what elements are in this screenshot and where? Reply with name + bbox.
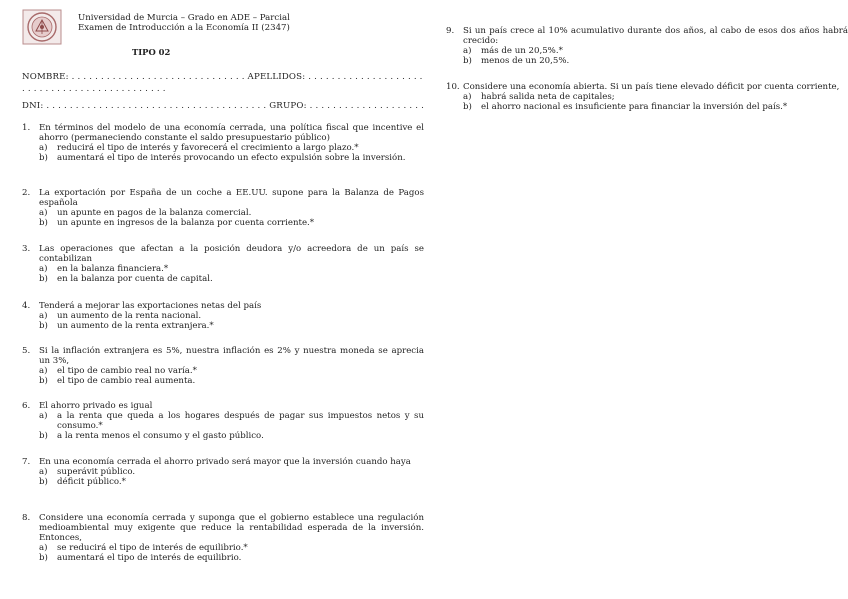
question-9 xyxy=(446,26,848,66)
option-label: b) xyxy=(39,431,48,441)
question-6 xyxy=(22,401,424,441)
question-text: Considere una economía abierta. Si un país tiene elevado déficit por cuenta corriente, xyxy=(463,82,840,92)
option-label: a) xyxy=(463,92,472,102)
option-label: b) xyxy=(39,274,48,284)
option-text: en la balanza por cuenta de capital. xyxy=(57,274,213,284)
question-text: Considere una economía cerrada y suponga que el gobierno establece una regulación medioambiental muy exigente que reduce la rentabilidad esperada de la inversión. Entonces, xyxy=(39,513,424,543)
question-8 xyxy=(22,513,424,563)
exam-header xyxy=(22,0,424,58)
question-1 xyxy=(22,123,424,163)
option-text: déficit público.* xyxy=(57,477,126,487)
option-text: se reducirá el tipo de interés de equilibrio.* xyxy=(57,543,248,553)
question-number: 9. xyxy=(446,26,455,36)
question-number: 6. xyxy=(22,401,31,411)
question-number: 10. xyxy=(446,82,460,92)
question-text: El ahorro privado es igual xyxy=(39,401,153,411)
option-label: a) xyxy=(39,411,48,421)
question-7 xyxy=(22,457,424,487)
option-text: más de un 20,5%.* xyxy=(481,46,563,56)
option-label: a) xyxy=(39,366,48,376)
question-4 xyxy=(22,301,424,331)
question-number: 4. xyxy=(22,301,31,311)
left-column xyxy=(22,0,425,563)
question-number: 2. xyxy=(22,188,31,198)
question-number: 1. xyxy=(22,123,31,133)
option-text: a la renta menos el consumo y el gasto público. xyxy=(57,431,264,441)
option-label: b) xyxy=(39,218,48,228)
option-a[interactable] xyxy=(39,366,424,376)
option-text: reducirá el tipo de interés y favorecerá el crecimiento a largo plazo.* xyxy=(57,143,359,153)
option-b[interactable] xyxy=(463,56,848,66)
option-label: a) xyxy=(39,543,48,553)
option-b[interactable] xyxy=(39,274,424,284)
name-surname-field-continuation[interactable]: . . . . . . . . . . . . . . . . . . . . . . . . . xyxy=(22,84,166,94)
option-b[interactable] xyxy=(39,376,424,386)
option-b[interactable] xyxy=(39,431,424,441)
option-text: el tipo de cambio real aumenta. xyxy=(57,376,196,386)
question-2 xyxy=(22,188,424,228)
question-text: Si la inflación extranjera es 5%, nuestra inflación es 2% y nuestra moneda se aprecia un 3%, xyxy=(39,346,424,366)
question-text: La exportación por España de un coche a EE.UU. supone para la Balanza de Pagos española xyxy=(39,188,424,208)
option-b[interactable] xyxy=(39,477,424,487)
question-number: 3. xyxy=(22,244,31,254)
option-text: aumentará el tipo de interés provocando un efecto expulsión sobre la inversión. xyxy=(57,153,406,163)
option-b[interactable] xyxy=(463,102,848,112)
option-a[interactable] xyxy=(39,411,424,431)
option-text: un apunte en pagos de la balanza comercial. xyxy=(57,208,252,218)
option-label: a) xyxy=(463,46,472,56)
option-a[interactable] xyxy=(39,208,424,218)
option-b[interactable] xyxy=(39,218,424,228)
option-label: b) xyxy=(39,553,48,563)
option-label: b) xyxy=(463,56,472,66)
question-5 xyxy=(22,346,424,386)
option-text: el tipo de cambio real no varía.* xyxy=(57,366,197,376)
name-surname-field[interactable]: NOMBRE: . . . . . . . . . . . . . . . . . . . . . . . . . . . . . . APELLIDOS: . . . . . . . . . . . . . . . . . . . . xyxy=(22,72,423,82)
option-text: un aumento de la renta extranjera.* xyxy=(57,321,214,331)
option-text: en la balanza financiera.* xyxy=(57,264,169,274)
question-text: En una economía cerrada el ahorro privado será mayor que la inversión cuando haya xyxy=(39,457,411,467)
question-text: Si un país crece al 10% acumulativo durante dos años, al cabo de esos dos años habrá crecido: xyxy=(463,26,848,46)
option-label: b) xyxy=(463,102,472,112)
question-number: 7. xyxy=(22,457,31,467)
option-text: un apunte en ingresos de la balanza por cuenta corriente.* xyxy=(57,218,315,228)
option-a[interactable] xyxy=(39,543,424,553)
option-label: a) xyxy=(39,467,48,477)
question-text: Tenderá a mejorar las exportaciones netas del país xyxy=(39,301,262,311)
university-seal-icon xyxy=(22,9,62,45)
option-b[interactable] xyxy=(39,553,424,563)
option-a[interactable] xyxy=(463,46,848,56)
university-line: Universidad de Murcia – Grado en ADE – Parcial xyxy=(78,13,290,23)
option-b[interactable] xyxy=(39,153,424,163)
question-10 xyxy=(446,82,848,112)
option-label: b) xyxy=(39,321,48,331)
dni-group-field[interactable]: DNI: . . . . . . . . . . . . . . . . . . . . . . . . . . . . . . . . . . . . . . GRUPO: . . . . . . . . . . . . . . . . . . . . xyxy=(22,101,425,111)
option-label: a) xyxy=(39,264,48,274)
option-a[interactable] xyxy=(39,311,424,321)
question-text: Las operaciones que afectan a la posición deudora y/o acreedora de un país se contabilizan xyxy=(39,244,424,264)
option-a[interactable] xyxy=(39,467,424,477)
option-label: b) xyxy=(39,477,48,487)
option-label: b) xyxy=(39,376,48,386)
question-number: 5. xyxy=(22,346,31,356)
option-text: a la renta que queda a los hogares después de pagar sus impuestos netos y su consumo.* xyxy=(57,411,424,431)
question-number: 8. xyxy=(22,513,31,523)
option-a[interactable] xyxy=(39,143,424,153)
option-text: superávit público. xyxy=(57,467,136,477)
exam-title: Examen de Introducción a la Economía II (2347) xyxy=(78,23,290,33)
option-text: aumentará el tipo de interés de equilibrio. xyxy=(57,553,242,563)
option-label: b) xyxy=(39,153,48,163)
question-3 xyxy=(22,244,424,284)
option-a[interactable] xyxy=(463,92,848,102)
option-label: a) xyxy=(39,143,48,153)
option-text: habrá salida neta de capitales; xyxy=(481,92,615,102)
option-a[interactable] xyxy=(39,264,424,274)
option-text: un aumento de la renta nacional. xyxy=(57,311,202,321)
exam-type: TIPO 02 xyxy=(132,47,171,57)
option-text: el ahorro nacional es insuficiente para financiar la inversión del país.* xyxy=(481,102,788,112)
option-text: menos de un 20,5%. xyxy=(481,56,570,66)
option-b[interactable] xyxy=(39,321,424,331)
option-label: a) xyxy=(39,311,48,321)
question-text: En términos del modelo de una economía cerrada, una política fiscal que incentive el ahorro (permaneciendo constante el saldo presupuestario público) xyxy=(39,123,424,143)
option-label: a) xyxy=(39,208,48,218)
